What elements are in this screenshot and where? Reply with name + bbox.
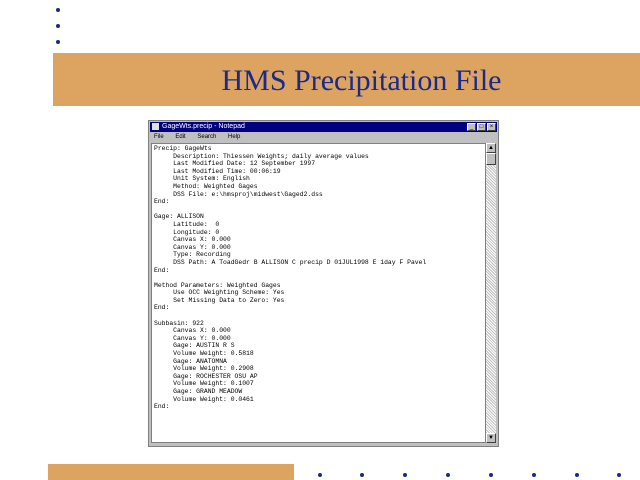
bullet-dot bbox=[446, 473, 450, 477]
scroll-thumb[interactable] bbox=[486, 153, 496, 165]
menu-help[interactable]: Help bbox=[228, 134, 241, 140]
text-editor[interactable] bbox=[151, 143, 486, 443]
bullet-dot bbox=[56, 24, 60, 28]
maximize-button[interactable]: □ bbox=[477, 123, 486, 131]
close-button[interactable]: × bbox=[487, 123, 496, 131]
window-controls bbox=[466, 123, 496, 131]
bullet-dot bbox=[56, 8, 60, 12]
bullet-dot bbox=[575, 473, 579, 477]
scroll-up-button[interactable]: ▲ bbox=[486, 143, 496, 153]
bullet-dot bbox=[318, 473, 322, 477]
window-title: GageWts.precip - Notepad bbox=[162, 123, 245, 130]
bullet-dot bbox=[56, 40, 60, 44]
menu-file[interactable]: File bbox=[154, 134, 164, 140]
bullet-dot bbox=[403, 473, 407, 477]
file-content[interactable]: Precip: GageWts Description: Thiessen Weights; daily average values Last Modified Date: 12 September 1997 Last Modified Time: 00:06:19 Unit System: English Method: Weighted Gages DSS File: e:\hmsproj\midwest\Gaged2.dss End: Gage: ALLISON Latitude: 0 Longitude: 0 Canvas X: 0.000 Canvas Y: 0.000 Type: Recording DSS Path: A ToadGedr B ALLISON C precip D 01JUL1998 E 1day F Pavel End: Method Parameters: Weighted Gages Use OCC Weighting Scheme: Yes Set Missing Data to Zero: Yes End: Subbasin: 922 Canvas X: 0.000 Canvas Y: 0.000 Gage: AUSTIN R S Volume Weight: 0.5818 Gage: ANATOMNA Volume Weight: 0.2908 Gage: ROCHESTER OSU AP Volume Weight: 0.1007 Gage: GRAND MEADOW Volume Weight: 0.0461 End: bbox=[154, 145, 427, 411]
bullet-dot bbox=[360, 473, 364, 477]
scroll-down-button[interactable]: ▼ bbox=[486, 433, 496, 443]
menu-edit[interactable]: Edit bbox=[175, 134, 186, 140]
title-band bbox=[53, 53, 640, 106]
slide-title: HMS Precipitation File bbox=[221, 64, 502, 97]
footer-band bbox=[48, 464, 294, 480]
menu-bar bbox=[150, 133, 497, 142]
minimize-button[interactable]: _ bbox=[467, 123, 476, 131]
notepad-icon bbox=[152, 123, 159, 130]
window-titlebar[interactable] bbox=[150, 122, 497, 132]
bullet-dot bbox=[532, 473, 536, 477]
menu-search[interactable]: Search bbox=[197, 134, 217, 140]
vertical-scrollbar[interactable] bbox=[486, 143, 496, 443]
bullet-dot bbox=[489, 473, 493, 477]
notepad-window bbox=[148, 120, 499, 447]
bullet-dot bbox=[617, 473, 621, 477]
